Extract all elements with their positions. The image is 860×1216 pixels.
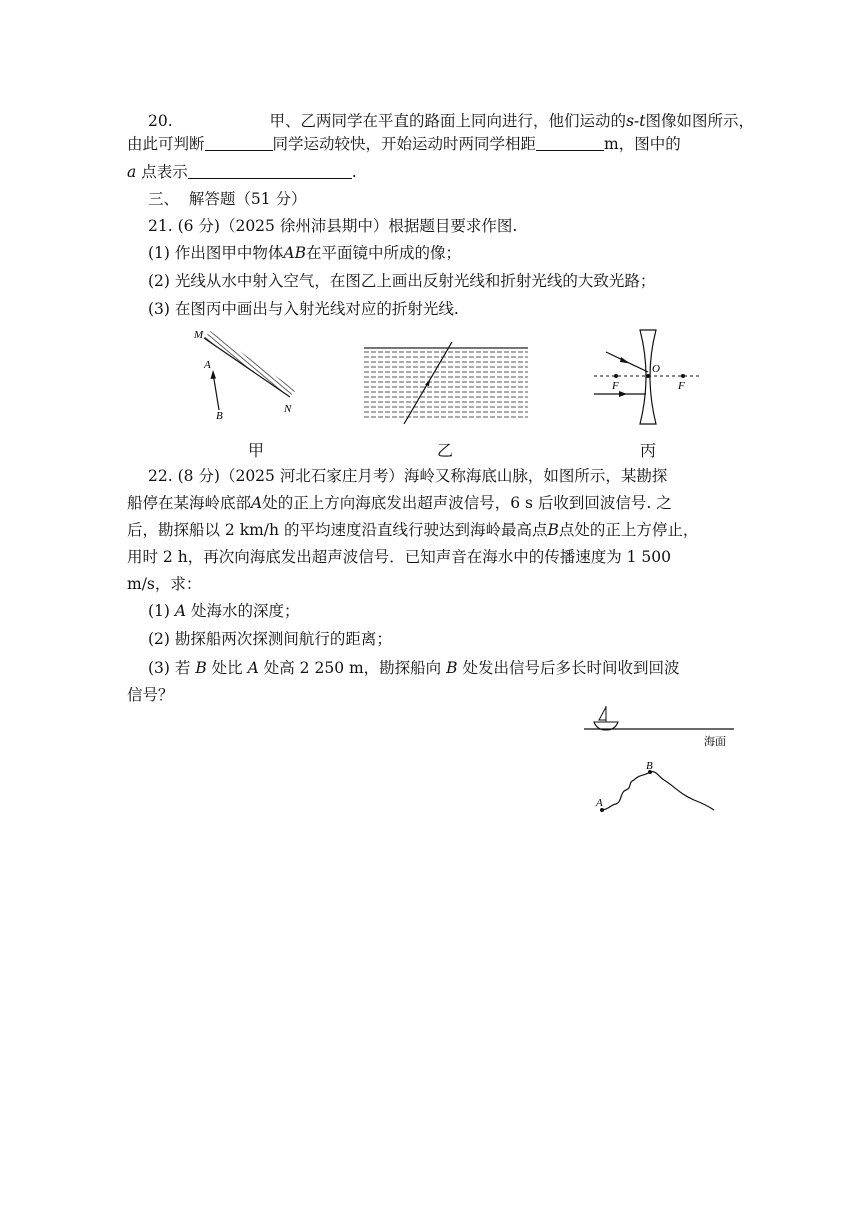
mirror-hatching: [204, 331, 296, 397]
figure-yi-water: [364, 342, 528, 428]
label-a: A: [596, 797, 603, 809]
q20-text-2b: 同学运动较快，开始运动时两同学相距: [272, 135, 537, 153]
section-title: 解答题（51 分）: [188, 190, 307, 208]
sea-ridge-profile: [602, 772, 714, 810]
q22-part-3: (3) 若 B 处比 A 处高 2 250 m，勘探船向 B 处发出信号后多长时间收到回波: [148, 659, 680, 677]
figure-jia-mirror: [180, 322, 310, 430]
q21-part-1: (1) 作出图甲中物体AB在平面镜中所成的像；: [148, 244, 461, 262]
arrow-head-icon: [620, 357, 630, 364]
label-n: N: [284, 403, 292, 415]
label-m: M: [194, 329, 204, 341]
q21-heading: 21. (6 分)（2025 徐州沛县期中）根据题目要求作图.: [148, 217, 518, 235]
answer-blank-2[interactable]: [536, 134, 604, 151]
mirror-surface: [204, 338, 290, 397]
answer-blank-1[interactable]: [205, 134, 273, 151]
q22-line-1: 22. (8 分)（2025 河北石家庄月考）海岭又称海底山脉，如图所示，某勘探: [148, 467, 668, 485]
q21-part-2: (2) 光线从水中射入空气，在图乙上画出反射光线和折射光线的大致光路；: [148, 272, 656, 290]
q20-line-1: [148, 110, 754, 132]
figure-bing-caption: 丙: [640, 441, 657, 460]
q21-part-3: (3) 在图丙中画出与入射光线对应的折射光线.: [148, 300, 459, 318]
q22-line-2: 船停在某海岭底部A处的正上方向海底发出超声波信号，6 s 后收到回波信号. 之: [127, 494, 672, 512]
ship-icon: [594, 706, 618, 730]
q20-line-2: [127, 133, 681, 155]
sea-label: 海面: [704, 735, 726, 748]
figure-bing-lens: [590, 328, 710, 432]
q22-part-1: (1) A 处海水的深度；: [148, 602, 300, 620]
arrow-head-icon: [425, 379, 430, 386]
q20-text-2c: m，图中的: [604, 135, 681, 153]
label-o: O: [652, 363, 660, 375]
q20-text-1: 甲、乙两同学在平直的路面上同向进行，他们运动的s-t图像如图所示，: [269, 112, 754, 130]
q20-text-3: 点表示: [141, 163, 188, 181]
section-heading: [148, 188, 307, 210]
figure-jia-caption: 甲: [248, 441, 265, 460]
focus-right: [681, 374, 685, 378]
q22-part-2: (2) 勘探船两次探测间航行的距离；: [148, 630, 392, 648]
label-b: B: [216, 410, 223, 422]
q22-line-3: 后，勘探船以 2 km/h 的平均速度沿直线行驶达到海岭最高点B点处的正上方停止，: [127, 521, 699, 539]
figure-ship-ridge: [584, 702, 736, 818]
optical-center: [646, 374, 650, 378]
q20-number: 20.: [148, 112, 173, 130]
label-b: B: [646, 760, 653, 772]
q22-line-5: m/s，求：: [127, 575, 202, 593]
q22-line-4: 用时 2 h，再次向海底发出超声波信号．已知声音在海水中的传播速度为 1 500: [127, 548, 672, 566]
q22-part-3-cont: 信号？: [127, 686, 174, 704]
water-hatching: [364, 352, 528, 417]
focus-left: [614, 374, 618, 378]
section-number: 三、: [148, 190, 180, 208]
q20-line-3: a 点表示 .: [127, 163, 357, 181]
label-a: A: [204, 359, 211, 371]
answer-blank-3[interactable]: [188, 162, 352, 179]
q20-text-2a: 由此可判断: [127, 135, 205, 153]
arrow-head-icon: [211, 370, 217, 379]
figure-yi-caption: 乙: [437, 441, 454, 460]
q20-var-a: a: [127, 163, 137, 181]
arrow-head-icon: [619, 391, 627, 397]
label-f-right: F: [678, 380, 685, 392]
label-f-left: F: [612, 380, 619, 392]
